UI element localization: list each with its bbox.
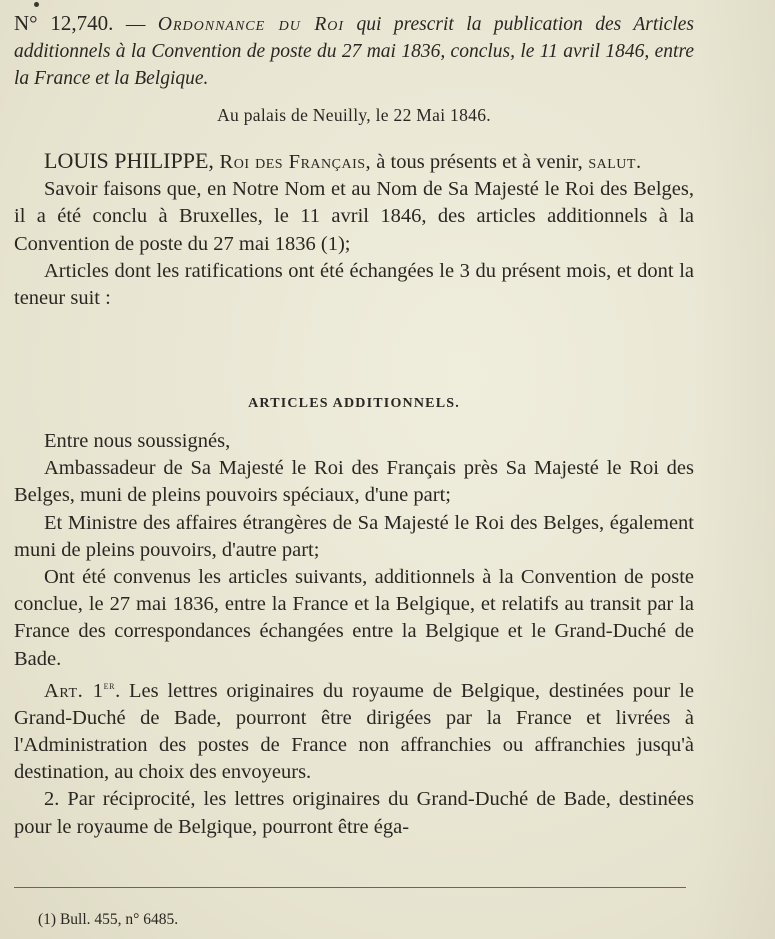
footnote-separator [14, 887, 686, 888]
preamble-rest: à tous présents et à venir, [371, 151, 583, 173]
article-1-text: . Les lettres originaires du royaume de Belgique, destinées pour le Grand-Duché de Bade, pourront être dirigées par la France et livrées à l'Administration des postes de France non affranchies ou affranchies jusqu'à destination, au choix des envoyeurs. [14, 679, 694, 784]
preamble-block [14, 147, 694, 312]
ordinance-number: N° 12,740. [14, 11, 114, 35]
paragraph-soussignes: Entre nous soussignés, [44, 430, 231, 452]
paragraph-ambassadeur: Ambassadeur de Sa Majesté le Roi des Français près Sa Majesté le Roi des Belges, muni de pleins pouvoirs spéciaux, d'une part; [14, 457, 694, 507]
preamble-salut: salut. [582, 151, 642, 173]
article-1-label-sup: er [103, 679, 116, 692]
king-title: Roi des Français, [213, 151, 372, 173]
paragraph-convenus: Ont été convenus les articles suivants, additionnels à la Convention de poste conclue, le 27 mai 1836, entre la France et la Belgique, et relatifs au transit par la France des correspondances échangées entre la Belgique et le Grand-Duché de Bade. [14, 566, 694, 670]
paragraph-savoir: Savoir faisons que, en Notre Nom et au Nom de Sa Majesté le Roi des Belges, il a été conclu à Bruxelles, le 11 avril 1846, des articles additionnels à la Convention de poste du 27 mai 1836 (1); [14, 178, 694, 255]
ink-dot [34, 2, 39, 7]
article-1-label [44, 680, 115, 702]
section-title: ARTICLES ADDITIONNELS. [248, 396, 460, 411]
ordinance-heading [14, 10, 694, 92]
preamble [14, 147, 694, 176]
page-edge-shadow [695, 0, 775, 939]
article-2: 2. Par réciprocité, les lettres originaires du Grand-Duché de Bade, destinées pour le royaume de Belgique, pourront être éga- [14, 788, 694, 838]
heading-title-smallcaps: Ordonnance du Roi [157, 14, 345, 35]
heading-title-rest: qui prescrit la publication des Articles additionnels à la Convention de poste du 27 mai 1836, conclus, le 11 avril 1846, entre la France et la Belgique. [14, 14, 694, 89]
articles-block [14, 428, 694, 841]
king-name: LOUIS PHILIPPE, [44, 148, 214, 173]
paragraph-ratifications: Articles dont les ratifications ont été échangées le 3 du présent mois, et dont la teneur suit : [14, 259, 694, 310]
heading-dash: — [113, 14, 158, 35]
article-1-label-text: Art. 1 [44, 679, 104, 702]
paragraph-ministre: Et Ministre des affaires étrangères de Sa Majesté le Roi des Belges, également muni de pleins pouvoirs, d'autre part; [14, 511, 694, 561]
article-1 [14, 673, 694, 787]
footnote: (1) Bull. 455, n° 6485. [38, 911, 179, 928]
dateline: Au palais de Neuilly, le 22 Mai 1846. [217, 105, 491, 125]
